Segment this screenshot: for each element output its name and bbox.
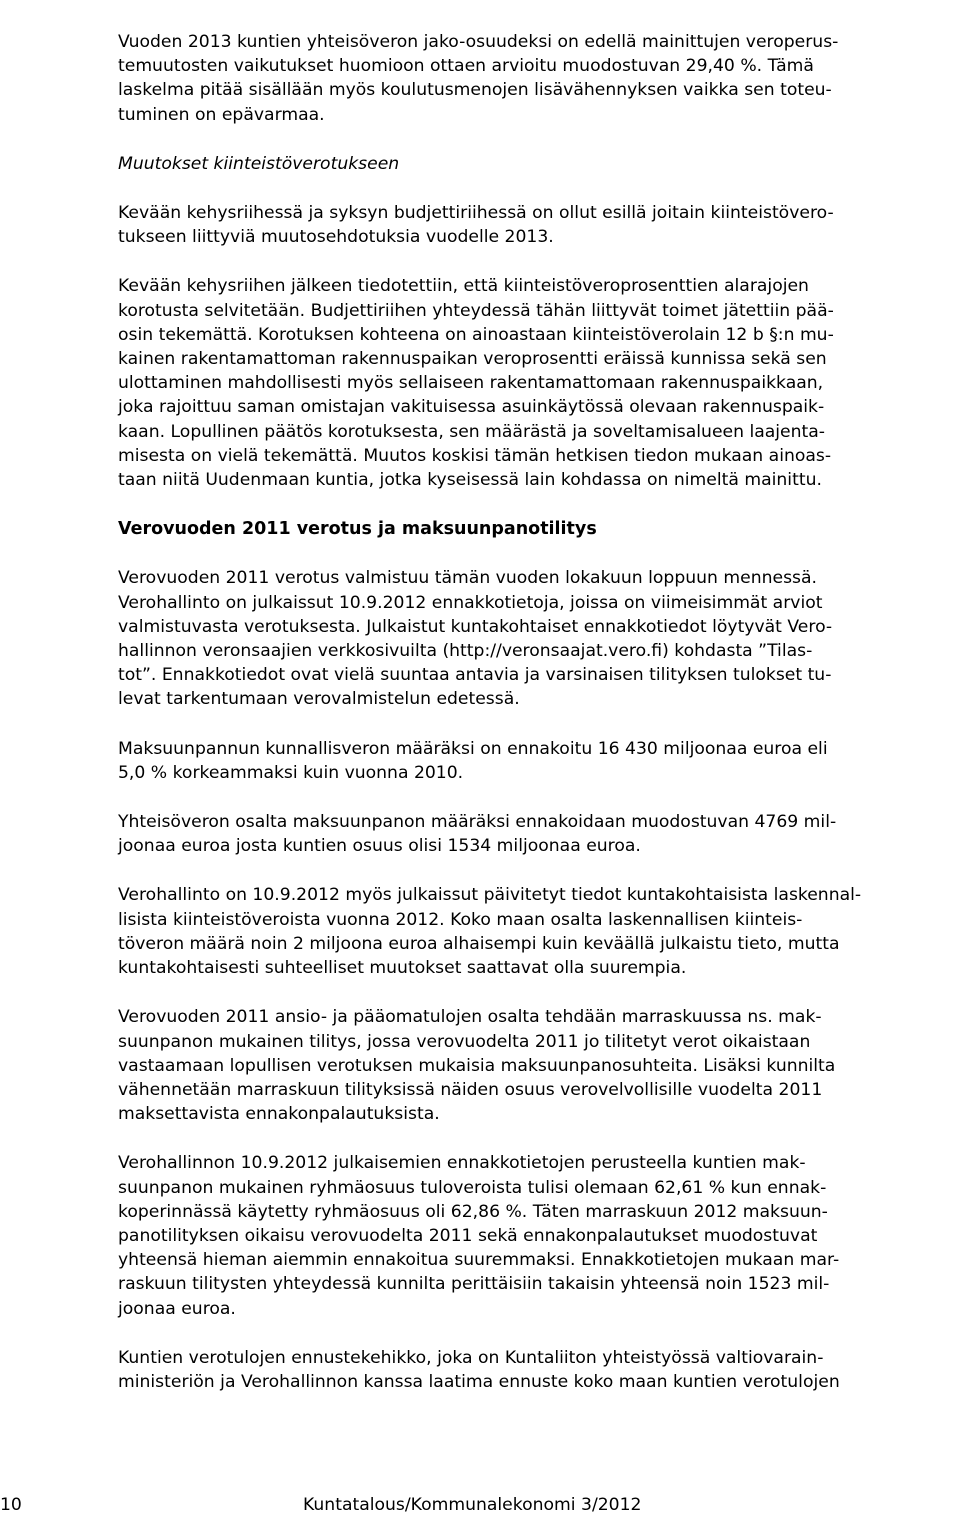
- text-line: ulottaminen mahdollisesti myös sellaiseen rakentamattomaan rakennuspaikkaan,: [118, 373, 824, 394]
- paragraph-november-settlement: [118, 1005, 956, 1126]
- text-line: taan niitä Uudenmaan kuntia, jotka kyseisessä lain kohdassa on nimeltä mainittu.: [118, 470, 822, 491]
- text-line: Kevään kehysriihessä ja syksyn budjettiriihessä on ollut esillä joitain kiinteistövero-: [118, 203, 834, 224]
- text-line: valmistuvasta verotuksesta. Julkaistut kuntakohtaiset ennakkotiedot löytyvät Vero-: [118, 616, 833, 637]
- text-line: hallinnon veronsaajien verkkosivuilta (http://veronsaajat.vero.fi) kohdasta ”Tilas-: [118, 641, 813, 662]
- text-line: maksettavista ennakonpalautuksista.: [118, 1104, 440, 1125]
- text-line: tukseen liittyviä muutosehdotuksia vuodelle 2013.: [118, 227, 554, 248]
- text-line: panotilityksen oikaisu verovuodelta 2011 sekä ennakonpalautukset muodostuvat: [118, 1225, 818, 1246]
- text-line: Kevään kehysriihen jälkeen tiedotettiin, että kiinteistöveroprosenttien alarajojen: [118, 276, 809, 297]
- text-line: Verovuoden 2011 ansio- ja pääomatulojen osalta tehdään marraskuussa ns. mak-: [118, 1007, 822, 1028]
- paragraph-intro: [118, 30, 956, 127]
- text-line: joka rajoittuu saman omistajan vakituisessa asuinkäytössä olevaan rakennuspaik-: [118, 397, 825, 418]
- text-line: joonaa euroa.: [118, 1298, 236, 1319]
- text-line: osin tekemättä. Korotuksen kohteena on ainoastaan kiinteistöverolain 12 b §:n mu-: [118, 324, 834, 345]
- text-line: Vuoden 2013 kuntien yhteisöveron jako-osuudeksi on edellä mainittujen veroperus-: [118, 32, 839, 52]
- section-heading-tax-year-2011: [118, 517, 956, 541]
- text-line: suunpanon mukainen tilitys, jossa verovuodelta 2011 jo tilitetyt verot oikaistaan: [118, 1031, 811, 1052]
- paragraph-forecast-framework: [118, 1346, 956, 1394]
- text-line: lisista kiinteistöveroista vuonna 2012. Koko maan osalta laskennallisen kiinteis-: [118, 909, 803, 930]
- subheading-property-tax: [118, 152, 956, 176]
- paragraph-tax-year-completion: [118, 566, 956, 711]
- text-line: 5,0 % korkeammaksi kuin vuonna 2010.: [118, 762, 464, 783]
- publication-title: Kuntatalous/Kommunalekonomi 3/2012: [303, 1495, 642, 1515]
- paragraph-group-share: [118, 1151, 956, 1320]
- text-line: joonaa euroa josta kuntien osuus olisi 1534 miljoonaa euroa.: [118, 836, 641, 857]
- paragraph-corporate-tax: [118, 810, 956, 858]
- text-line: ministeriön ja Verohallinnon kanssa laatima ennuste koko maan kuntien verotulojen: [118, 1371, 840, 1392]
- text-line: suunpanon mukainen ryhmäosuus tuloveroista tulisi olemaan 62,61 % kun ennak-: [118, 1177, 827, 1198]
- text-line: kuntakohtaisesti suhteelliset muutokset saattavat olla suurempia.: [118, 958, 687, 979]
- text-line: vastaamaan lopullisen verotuksen mukaisia maksuunpanosuhteita. Lisäksi kunnilta: [118, 1055, 836, 1076]
- text-line: laskelma pitää sisällään myös koulutusmenojen lisävähennyksen vaikka sen toteu-: [118, 80, 832, 101]
- text-line: temuutosten vaikutukset huomioon ottaen arvioitu muodostuvan 29,40 %. Tämä: [118, 56, 814, 77]
- text-line: tuminen on epävarmaa.: [118, 104, 325, 125]
- paragraph-property-tax-details: [118, 274, 956, 492]
- text-line: töveron määrä noin 2 miljoona euroa alhaisempi kuin keväällä julkaistu tieto, mutta: [118, 933, 840, 954]
- paragraph-property-tax-proposals: [118, 201, 956, 249]
- text-line: Maksuunpannun kunnallisveron määräksi on ennakoitu 16 430 miljoonaa euroa eli: [118, 738, 828, 759]
- paragraph-property-tax-update: [118, 883, 956, 980]
- text-line: korotusta selvitetään. Budjettiriihen yhteydessä tähän liittyvät toimet jätettiin pää-: [118, 300, 834, 321]
- text-line: Verovuoden 2011 verotus valmistuu tämän vuoden lokakuun loppuun mennessä.: [118, 568, 817, 589]
- document-body: [118, 30, 956, 1419]
- text-line: raskuun tilitysten yhteydessä kunnilta perittäisiin takaisin yhteensä noin 1523 mil-: [118, 1274, 830, 1295]
- text-line: kaan. Lopullinen päätös korotuksesta, sen määrästä ja soveltamisalueen laajenta-: [118, 421, 826, 442]
- section-heading-text: Verovuoden 2011 verotus ja maksuunpanotilitys: [118, 519, 597, 540]
- text-line: Verohallinnon 10.9.2012 julkaisemien ennakkotietojen perusteella kuntien mak-: [118, 1153, 806, 1174]
- text-line: vähennetään marraskuun tilityksissä näiden osuus verovelvollisille vuodelta 2011: [118, 1079, 823, 1100]
- text-line: tot”. Ennakkotiedot ovat vielä suuntaa antavia ja varsinaisen tilityksen tulokset tu-: [118, 665, 832, 686]
- text-line: misesta on vielä tekemättä. Muutos koskisi tämän hetkisen tiedon mukaan ainoas-: [118, 445, 832, 466]
- text-line: levat tarkentumaan verovalmistelun edetessä.: [118, 689, 520, 710]
- text-line: Verohallinto on julkaissut 10.9.2012 ennakkotietoja, joissa on viimeisimmät arviot: [118, 592, 823, 613]
- subheading-text: Muutokset kiinteistöverotukseen: [118, 153, 400, 174]
- page-number: 10: [0, 1495, 22, 1515]
- text-line: yhteensä hieman aiemmin ennakoitua suuremmaksi. Ennakkotietojen mukaan mar-: [118, 1250, 840, 1271]
- paragraph-municipal-tax-amount: [118, 737, 956, 785]
- text-line: koperinnässä käytetty ryhmäosuus oli 62,86 %. Täten marraskuun 2012 maksuun-: [118, 1201, 828, 1222]
- text-line: kainen rakentamattoman rakennuspaikan veroprosentti eräissä kunnissa sekä sen: [118, 349, 827, 370]
- text-line: Kuntien verotulojen ennustekehikko, joka on Kuntaliiton yhteistyössä valtiovarain-: [118, 1347, 824, 1368]
- text-line: Verohallinto on 10.9.2012 myös julkaissut päivitetyt tiedot kuntakohtaisista laskennal-: [118, 885, 862, 906]
- text-line: Yhteisöveron osalta maksuunpanon määräksi ennakoidaan muodostuvan 4769 mil-: [118, 812, 837, 833]
